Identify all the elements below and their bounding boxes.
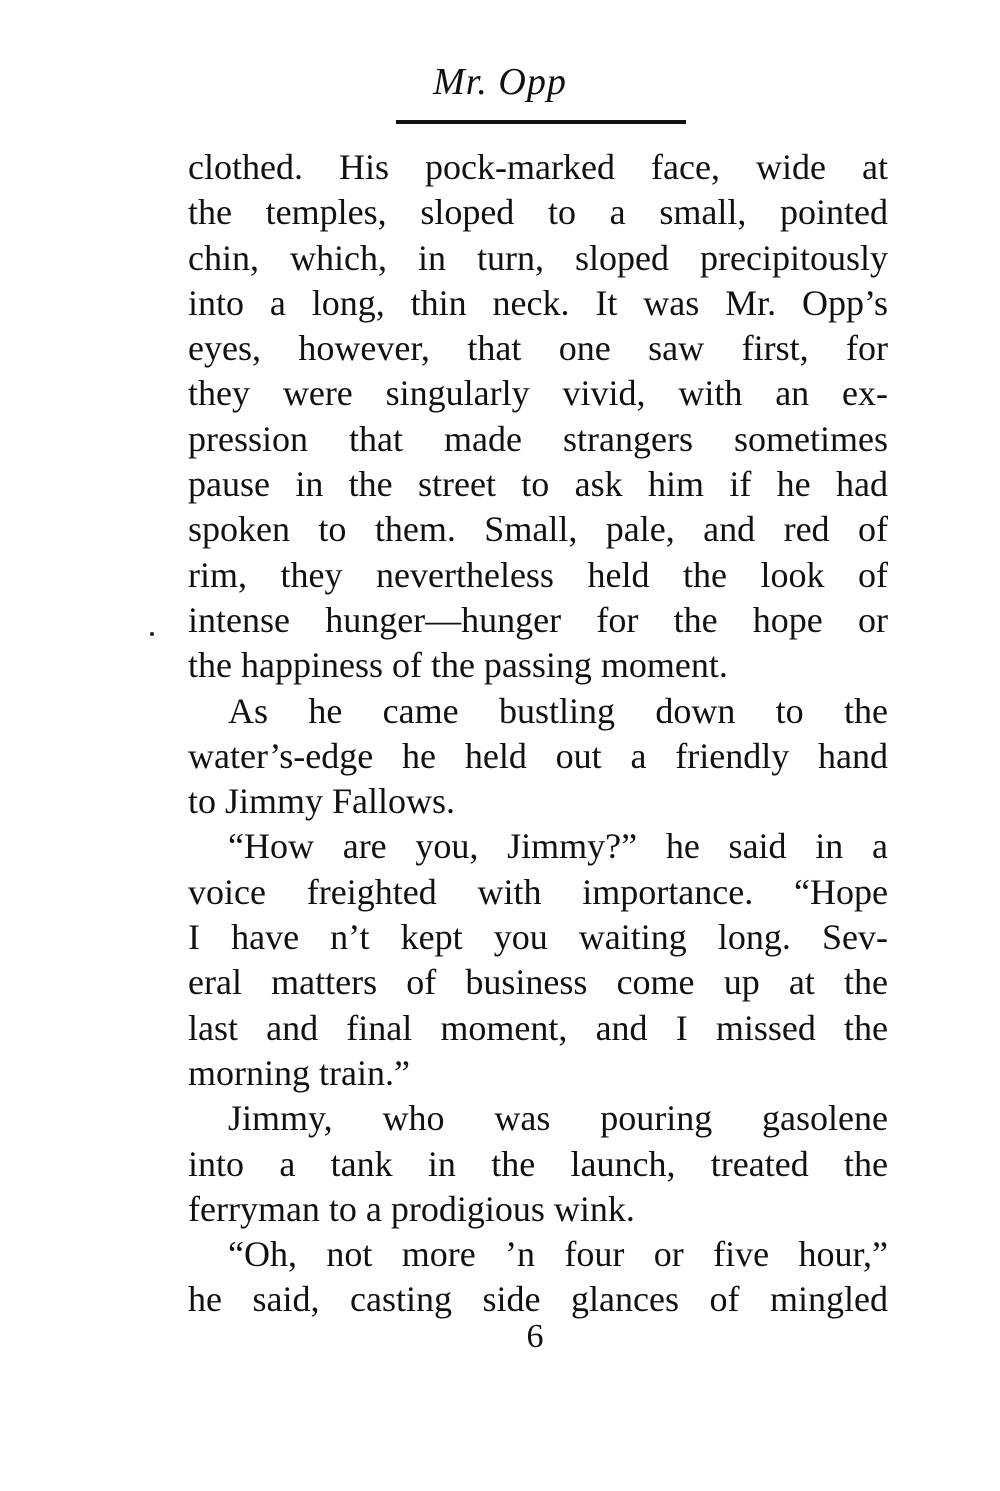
text-line: the happiness of the passing moment. [188,645,728,686]
text-line: clothed. His pock-marked face, wide at [188,147,888,187]
text-line: “Oh, not more ’n four or five hour,” [228,1234,888,1275]
text-line: eral matters of business come up at the [188,962,888,1003]
text-line: Jimmy, who was pouring gasolene [228,1098,888,1139]
text-line: the temples, sloped to a small, pointed [188,192,888,233]
text-line: ferryman to a prodigious wink. [188,1188,635,1229]
text-line: As he came bustling down to the [228,690,888,731]
text-line: I have n’t kept you waiting long. Sev- [188,917,888,958]
page-number: 6 [526,1318,544,1355]
text-line: morning train.” [188,1052,410,1093]
text-line: water’s-edge he held out a friendly hand [188,735,888,776]
text-line: intense hunger—hunger for the hope or [188,599,888,640]
text-line: he said, casting side glances of mingled [188,1279,888,1320]
text-line: last and final moment, and I missed the [188,1007,888,1048]
margin-mark [150,632,154,636]
text-line: eyes, however, that one saw first, for [188,328,888,369]
text-line: pression that made strangers sometimes [188,418,888,459]
text-line: into a long, thin neck. It was Mr. Opp’s [188,282,888,323]
text-line: rim, they nevertheless held the look of [188,554,888,595]
header-rule [396,120,686,124]
body-text [188,145,888,1323]
text-line: to Jimmy Fallows. [188,781,456,822]
text-line: voice freighted with importance. “Hope [188,871,888,912]
text-line: they were singularly vivid, with an ex- [188,373,888,414]
text-line: chin, which, in turn, sloped precipitously [188,237,888,278]
running-title: Mr. Opp [433,61,567,103]
text-line: “How are you, Jimmy?” he said in a [228,826,888,867]
text-line: into a tank in the launch, treated the [188,1143,888,1184]
text-line: spoken to them. Small, pale, and red of [188,509,888,550]
text-line: pause in the street to ask him if he had [188,464,888,505]
